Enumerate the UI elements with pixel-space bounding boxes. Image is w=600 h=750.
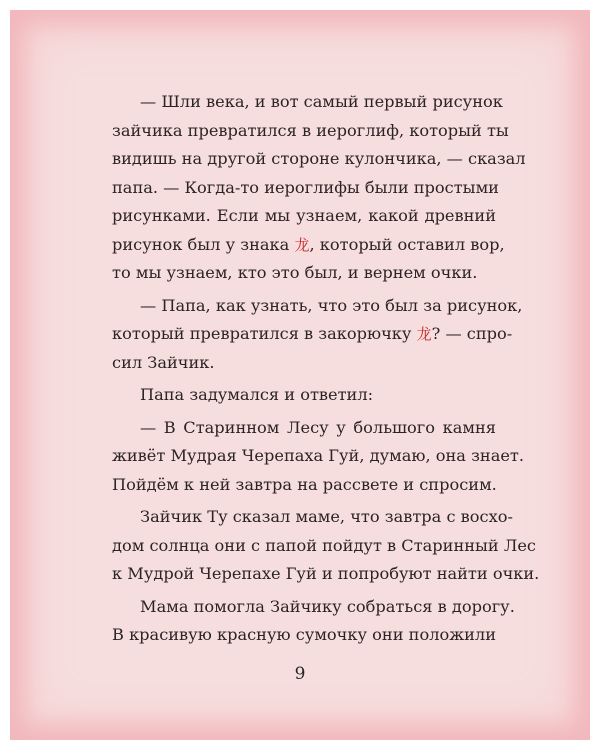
text-fragment: , который оставил вор, (309, 234, 505, 254)
page-number: 9 (294, 664, 306, 684)
text-line: Мама помогла Зайчику собраться в дорогу. (140, 596, 515, 616)
text-line: — Папа, как узнать, что это был за рисунок, (140, 295, 523, 315)
paragraph (112, 381, 496, 410)
paragraph (112, 593, 515, 650)
paragraph (112, 414, 525, 500)
text-fragment: который превратился в закорючку (112, 324, 417, 343)
text-line: живёт Мудрая Черепаха Гуй, думаю, она знает. (112, 446, 525, 465)
text-line: рисунками. Если мы узнаем, какой древний (112, 206, 496, 225)
text-line: — Шли века, и вот самый первый рисунок (140, 92, 503, 111)
text-line: Зайчик Ту сказал маме, что завтра с восхо- (140, 507, 513, 526)
text-fragment: ? — спро- (431, 324, 513, 343)
paragraph (112, 88, 526, 288)
story-text (112, 88, 540, 650)
text-fragment: рисунок был у знака (112, 234, 295, 254)
text-line: — В Старинном Лесу у большого камня (140, 417, 496, 437)
hieroglyph-dragon: 龙 (416, 325, 432, 343)
text-line: видишь на другой стороне кулончика, — сказал (112, 149, 526, 168)
paragraph (112, 503, 540, 589)
text-line-with-glyph (112, 231, 505, 260)
text-line: дом солнца они с папой пойдут в Старинный Лес (112, 535, 536, 555)
text-line: сил Зайчик. (112, 352, 215, 372)
paragraph (112, 292, 523, 378)
text-line: папа. — Когда-то иероглифы были простыми (112, 177, 499, 197)
text-line: Пойдём к ней завтра на рассвете и спросим. (112, 474, 497, 494)
text-line-with-glyph (112, 320, 513, 349)
text-line: Папа задумался и ответил: (140, 385, 374, 404)
text-line: то мы узнаем, кто это был, и вернем очки. (112, 263, 478, 282)
text-line: В красивую красную сумочку они положили (112, 625, 496, 644)
text-line: к Мудрой Черепахе Гуй и попробуют найти очки. (112, 564, 540, 583)
hieroglyph-dragon: 龙 (294, 235, 310, 254)
text-line: зайчика превратился в иероглиф, который ты (112, 120, 509, 140)
